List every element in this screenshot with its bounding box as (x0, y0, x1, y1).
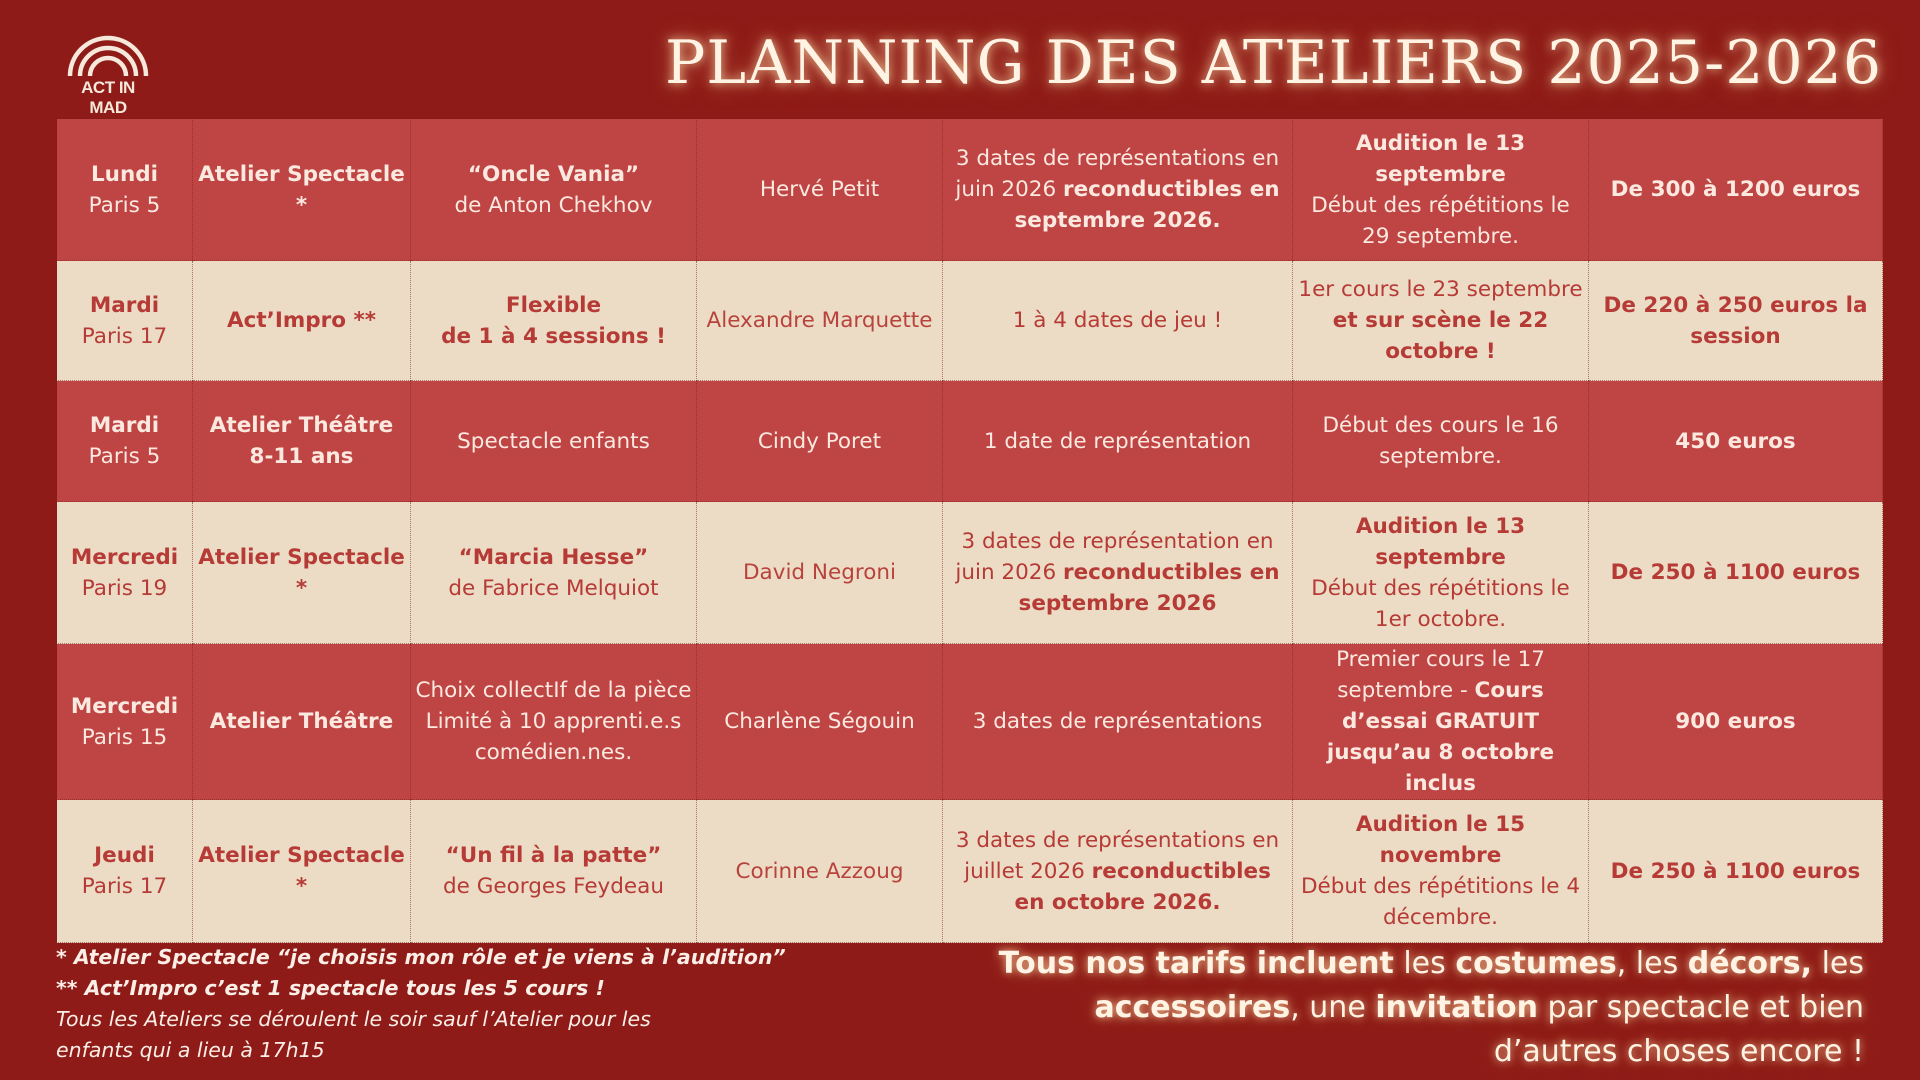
start-text: Début des répétitions le 4 décembre. (1300, 874, 1581, 930)
place: Paris 5 (88, 192, 161, 218)
pricing-text: les (1812, 946, 1864, 981)
start-cell (1293, 644, 1589, 800)
place: Paris 19 (81, 575, 168, 601)
teacher-cell: Charlène Ségouin (697, 644, 943, 800)
dates-cell: 1 date de représentation (943, 381, 1293, 502)
place: Paris 17 (81, 874, 168, 899)
day-cell (57, 381, 193, 502)
piece-cell (411, 119, 697, 261)
atelier-cell: Act’Impro ** (193, 261, 411, 381)
atelier-cell: Atelier Théâtre (193, 644, 411, 800)
piece-title: “Marcia Hesse” (458, 544, 649, 570)
piece-cell (411, 502, 697, 644)
start-text: Début des répétitions le 1er octobre. (1311, 575, 1570, 632)
teacher-cell: Hervé Petit (697, 119, 943, 261)
piece-title: “Oncle Vania” (467, 161, 640, 187)
start-text: 1er cours le 23 septembre (1298, 277, 1583, 302)
atelier-name: Atelier Théâtre (209, 413, 394, 438)
day: Mercredi (70, 693, 179, 719)
atelier-cell: Atelier Spectacle * (193, 800, 411, 943)
start-text: Premier cours le 17 septembre - (1336, 647, 1545, 703)
piece-cell (411, 800, 697, 943)
piece-title: Flexible (505, 292, 602, 318)
start-cell (1293, 502, 1589, 644)
day-cell (57, 502, 193, 644)
place: Paris 17 (81, 323, 168, 349)
piece-cell (411, 261, 697, 381)
start-cell (1293, 261, 1589, 381)
dates-cell: 1 à 4 dates de jeu ! (943, 261, 1293, 381)
footnotes (56, 942, 956, 1066)
pricing-text: par spectacle et bien d’autres choses encore ! (1493, 990, 1864, 1069)
piece-cell: Choix collectIf de la pièce Limité à 10 apprenti.e.s comédien.nes. (411, 644, 697, 800)
piece-cell: Spectacle enfants (411, 381, 697, 502)
piece-author: de Georges Feydeau (443, 874, 664, 899)
workshop-schedule-table (56, 118, 1883, 943)
pricing-note (964, 942, 1864, 1074)
logo (62, 30, 154, 117)
start-highlight: Cours d’essai GRATUIT jusqu’au 8 octobre inclus (1326, 678, 1555, 796)
table-row (57, 381, 1883, 502)
place: Paris 5 (88, 444, 161, 469)
piece-author: de Fabrice Melquiot (448, 575, 659, 601)
price-cell: 450 euros (1589, 381, 1883, 502)
pricing-costumes: costumes (1455, 946, 1617, 981)
price-cell: De 300 à 1200 euros (1589, 119, 1883, 261)
start-cell (1293, 800, 1589, 943)
start-cell (1293, 119, 1589, 261)
table-row (57, 644, 1883, 800)
price-cell: 900 euros (1589, 644, 1883, 800)
dates-cell (943, 119, 1293, 261)
price-cell: De 250 à 1100 euros (1589, 502, 1883, 644)
dates-highlight: reconductibles en septembre 2026 (1018, 560, 1280, 616)
footnote-schedule-line2: enfants qui a lieu à 17h15 (56, 1038, 325, 1062)
piece-author: de Anton Chekhov (454, 192, 653, 218)
pricing-text: , une (1290, 990, 1376, 1025)
table-row (57, 800, 1883, 943)
teacher-cell: Corinne Azzoug (697, 800, 943, 943)
rainbow-arch-icon (62, 30, 154, 82)
day: Mardi (89, 413, 160, 438)
footnote-spectacle: * Atelier Spectacle “je choisis mon rôle et je viens à l’audition” (56, 945, 786, 969)
teacher-cell: Alexandre Marquette (697, 261, 943, 381)
pricing-text: les (1393, 946, 1456, 981)
atelier-cell: Atelier Spectacle * (193, 502, 411, 644)
table-row (57, 502, 1883, 644)
start-highlight: Audition le 15 novembre (1355, 812, 1526, 868)
dates-highlight: reconductibles en octobre 2026. (1014, 858, 1271, 915)
pricing-text: , les (1616, 946, 1688, 981)
footnote-schedule-line1: Tous les Ateliers se déroulent le soir sauf l’Atelier pour les (56, 1007, 651, 1031)
day: Lundi (90, 161, 159, 187)
footnote-impro: ** Act’Impro c’est 1 spectacle tous les 5 cours ! (56, 976, 605, 1000)
place: Paris 15 (81, 724, 168, 750)
price-cell: De 220 à 250 euros la session (1589, 261, 1883, 381)
logo-text: ACT IN MAD (81, 78, 135, 117)
day: Jeudi (94, 843, 155, 868)
day-cell (57, 261, 193, 381)
pricing-decors: décors, (1687, 946, 1813, 981)
atelier-cell: Atelier Spectacle * (193, 119, 411, 261)
table-row (57, 119, 1883, 261)
dates-cell (943, 502, 1293, 644)
start-cell: Début des cours le 16 septembre. (1293, 381, 1589, 502)
pricing-lead: Tous nos tarifs incluent (998, 946, 1394, 981)
page-title: PLANNING DES ATELIERS 2025-2026 (664, 28, 1882, 98)
piece-title: “Un fil à la patte” (445, 843, 662, 868)
start-highlight: Audition le 13 septembre (1355, 513, 1526, 570)
dates-text: 3 dates de représentations en juillet 2026 (955, 827, 1280, 884)
start-highlight: et sur scène le 22 octobre ! (1332, 308, 1549, 364)
day-cell (57, 800, 193, 943)
dates-text: 3 dates de représentation en juin 2026 (955, 529, 1274, 585)
start-highlight: Audition le 13 septembre (1355, 130, 1526, 187)
atelier-cell (193, 381, 411, 502)
day-cell (57, 119, 193, 261)
atelier-age: 8-11 ans (249, 444, 354, 469)
dates-cell: 3 dates de représentations (943, 644, 1293, 800)
table-row (57, 261, 1883, 381)
day: Mardi (89, 292, 160, 318)
teacher-cell: David Negroni (697, 502, 943, 644)
start-text: Début des répétitions le 29 septembre. (1311, 192, 1570, 249)
day: Mercredi (70, 544, 179, 570)
dates-highlight: reconductibles en septembre 2026. (1014, 177, 1280, 233)
piece-subtitle: de 1 à 4 sessions ! (441, 323, 666, 349)
dates-text: 3 dates de représentations en juin 2026 (955, 146, 1280, 202)
price-cell: De 250 à 1100 euros (1589, 800, 1883, 943)
day-cell (57, 644, 193, 800)
pricing-invitation: invitation (1375, 990, 1538, 1025)
teacher-cell: Cindy Poret (697, 381, 943, 502)
dates-cell (943, 800, 1293, 943)
pricing-accessoires: accessoires (1094, 990, 1291, 1025)
